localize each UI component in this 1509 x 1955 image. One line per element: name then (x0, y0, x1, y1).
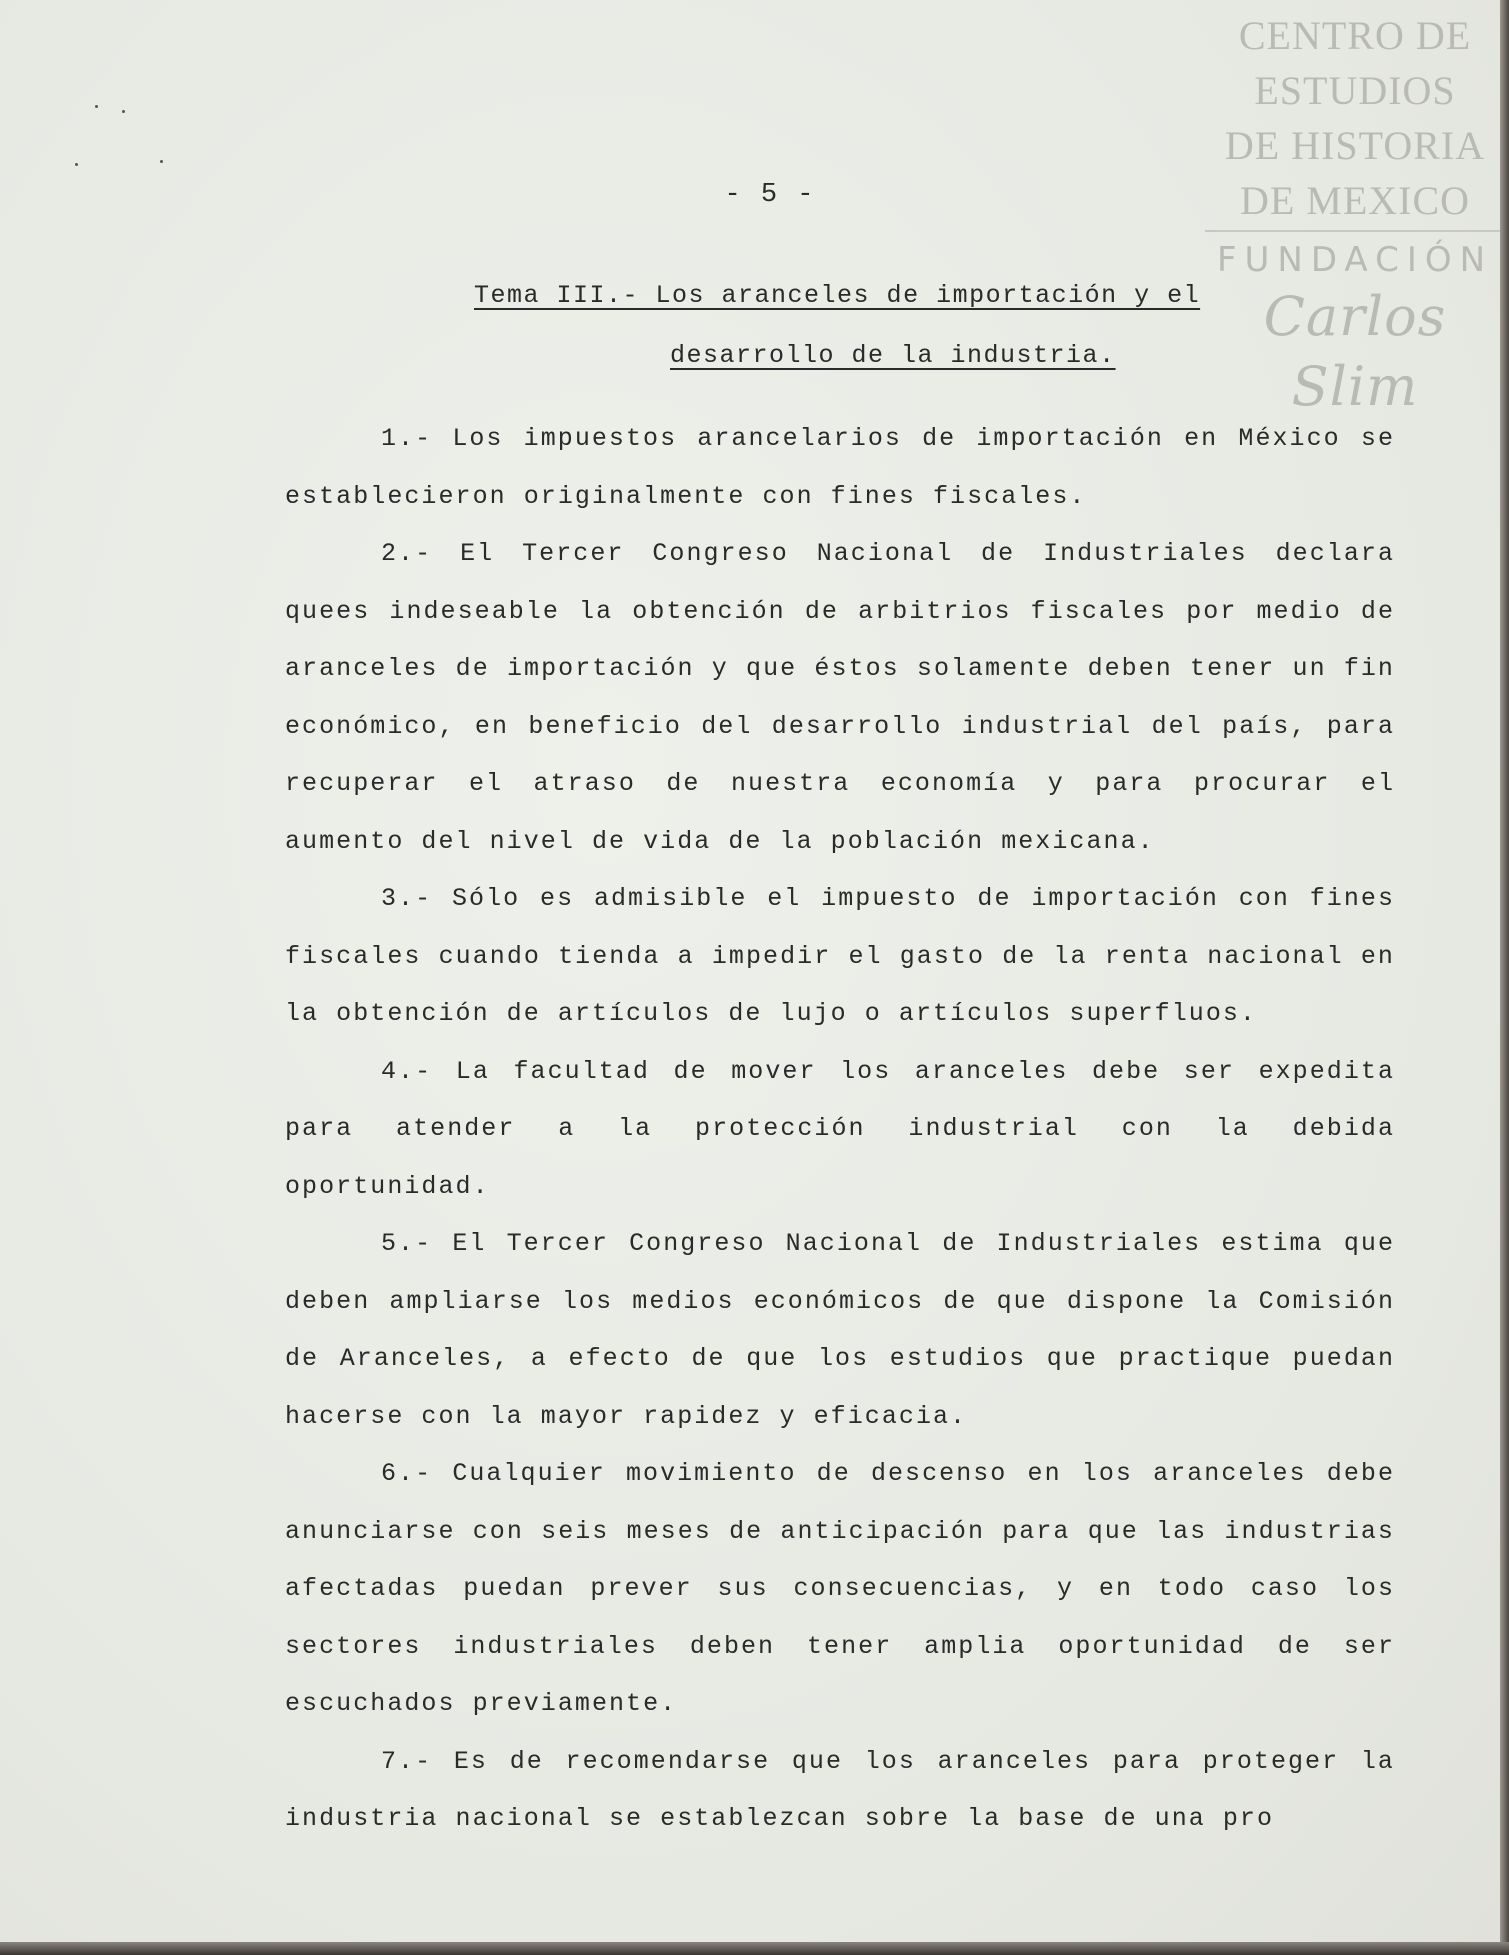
watermark-institution-line-4: DE MEXICO (1239, 178, 1471, 223)
paragraph-3: 3.- Sólo es admisible el impuesto de importación con fines fiscales cuando tienda a impedir el gasto de la renta nacional en la obtención de artículos de lujo o artículos superfluos. (285, 884, 1395, 1028)
watermark-divider (1205, 230, 1505, 232)
paragraph-6: 6.- Cualquier movimiento de descenso en los aranceles debe anunciarse con seis meses de anticipación para que las industrias afectadas puedan prever sus consecuencias, y en todo caso los sectores industriales deben tener amplia oportunidad de ser escuchados previamente. (285, 1459, 1395, 1718)
watermark-signature: Carlos Slim (1263, 285, 1447, 418)
paper-speck (122, 110, 125, 113)
section-heading (470, 266, 1270, 386)
watermark-institution-line-3: DE HISTORIA (1224, 123, 1486, 168)
paragraph-5: 5.- El Tercer Congreso Nacional de Industriales estima que deben ampliarse los medios económicos de que dispone la Comisión de Aranceles, a efecto de que los estudios que practique puedan hacerse con la mayor rapidez y eficacia. (285, 1229, 1395, 1431)
watermark-foundation: FUNDACIÓN (1216, 240, 1494, 280)
paragraph-2: 2.- El Tercer Congreso Nacional de Industriales declara quees indeseable la obtención de arbitrios fiscales por medio de aranceles de importación y que éstos solamente deben tener un fin económico, en beneficio del desarrollo industrial del país, para recuperar el atraso de nuestra economía y para procurar el aumento del nivel de vida de la población mexicana. (285, 539, 1395, 856)
heading-line-2: desarrollo de la industria. (670, 341, 1116, 370)
paragraph-4: 4.- La facultad de mover los aranceles debe ser expedita para atender a la protección industrial con la debida oportunidad. (285, 1056, 1395, 1201)
document-body (285, 410, 1395, 1848)
paper-speck (75, 163, 78, 166)
watermark-institution-line-1: CENTRO DE (1238, 13, 1472, 58)
page-number: - 5 - (724, 180, 816, 210)
paper-speck (95, 105, 98, 108)
watermark-institution-line-2: ESTUDIOS (1254, 68, 1456, 113)
page-edge-shadow (1500, 0, 1509, 1955)
page-bottom-shadow (0, 1942, 1509, 1955)
paragraph-7: 7.- Es de recomendarse que los aranceles para proteger la industria nacional se establezcan sobre la base de una pro (285, 1746, 1395, 1833)
heading-line-1: Tema III.- Los aranceles de importación y el (474, 281, 1201, 310)
paper-speck (160, 160, 163, 163)
paragraph-1: 1.- Los impuestos arancelarios de importación en México se establecieron originalmente con fines fiscales. (285, 424, 1395, 511)
